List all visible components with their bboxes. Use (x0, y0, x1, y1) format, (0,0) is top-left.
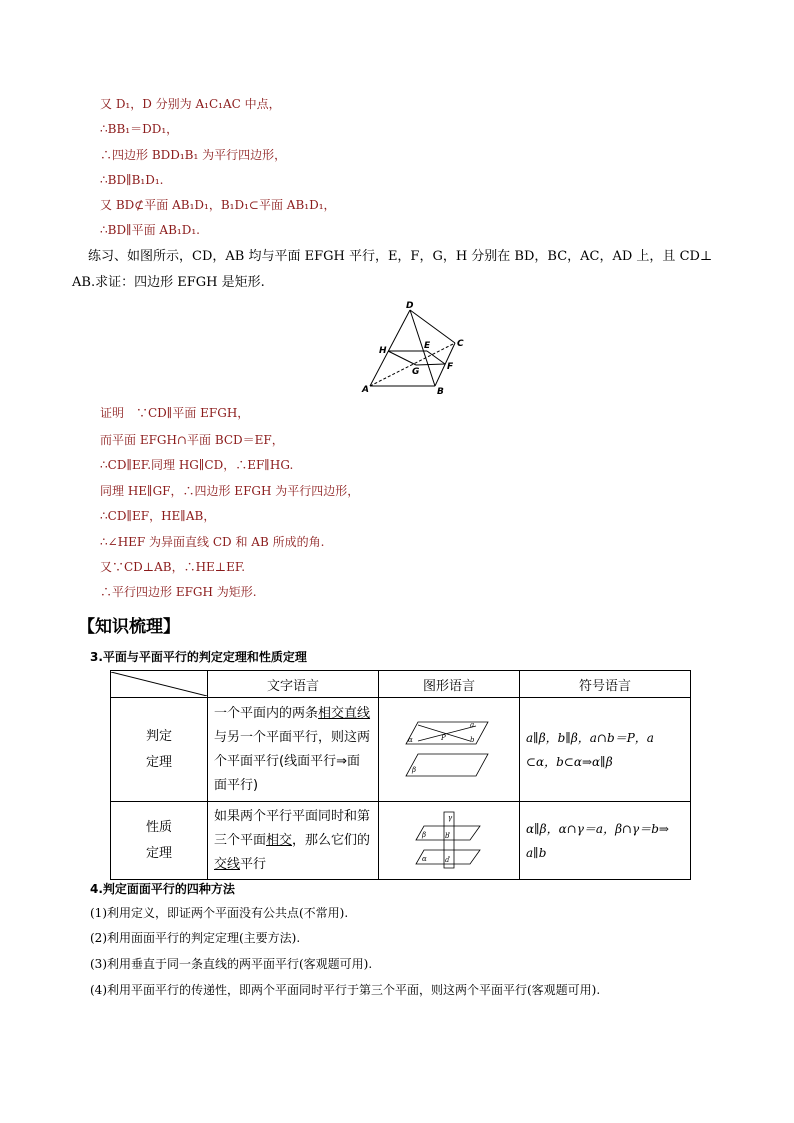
proof-line: ∴BB₁＝DD₁， (100, 122, 179, 136)
header-graphic-language: 图形语言 (379, 671, 520, 698)
proof-line: ∴∠HEF 为异面直线 CD 和 AB 所成的角. (100, 535, 325, 549)
proof-line: ∴CD∥EF，HE∥AB， (100, 509, 216, 523)
diagonal-header-cell (111, 671, 208, 698)
desc-text: 如果两个平行平面同时和第三个平面 (214, 808, 371, 848)
exercise-statement (72, 244, 732, 296)
proof-line: 又 BD⊄平面 AB₁D₁，B₁D₁⊂平面 AB₁D₁， (100, 198, 336, 212)
subheading-methods: 4.判定面面平行的四种方法 (90, 882, 235, 896)
proof-line: 同理 HE∥GF，∴四边形 EFGH 为平行四边形， (100, 484, 360, 498)
row-label-judgment (111, 698, 208, 802)
label-b: B (437, 387, 444, 397)
property-description (208, 802, 379, 880)
point-p-label: P (441, 733, 446, 742)
proof-line: ∴BD∥B₁D₁. (100, 173, 164, 187)
header-symbol-language: 符号语言 (520, 671, 691, 698)
tetrahedron-figure (360, 298, 470, 398)
proof-line: 而平面 EFGH∩平面 BCD＝EF， (100, 433, 284, 447)
property-figure (414, 808, 484, 870)
label-a: A (362, 385, 369, 395)
label-d: D (406, 301, 414, 311)
symbol-line: α∥β，α∩γ＝a，β∩γ＝b⇒ (526, 821, 669, 836)
row-label-line: 判定 (145, 728, 172, 744)
theorem-table (110, 670, 691, 880)
judgment-description (208, 698, 379, 802)
label-e: E (424, 341, 431, 351)
method-item: (4)利用平面平行的传递性，即两个平面同时平行于第三个平面，则这两个平面平行(客观题可用). (90, 983, 601, 997)
desc-text: 与另一个平面平行，则这两个平面平行(线面平行⇒面面平行) (214, 729, 371, 793)
row-label-line: 性质 (145, 819, 172, 835)
beta-label: β (422, 830, 427, 839)
proof-line: 证明 ∵CD∥平面 EFGH， (100, 406, 250, 420)
alpha-label: α (408, 735, 413, 744)
header-text-language: 文字语言 (208, 671, 379, 698)
method-item: (1)利用定义，即证两个平面没有公共点(不常用). (90, 906, 349, 920)
label-c: C (457, 339, 464, 349)
desc-text: ，那么它们的 (292, 832, 371, 848)
table-row (111, 802, 691, 880)
proof-line: 又∵CD⊥AB，∴HE⊥EF. (100, 560, 246, 574)
property-symbols (520, 802, 691, 880)
judgment-figure-cell (379, 698, 520, 802)
gamma-label: γ (448, 813, 453, 822)
proof-line: ∴CD∥EF.同理 HG∥CD，∴EF∥HG. (100, 458, 294, 472)
label-g: G (412, 367, 420, 377)
symbol-line: a∥b (526, 845, 547, 860)
proof-line: ∴BD∥平面 AB₁D₁. (100, 223, 200, 237)
desc-underlined: 交线 (214, 856, 241, 872)
table-row (111, 698, 691, 802)
exercise-line-1: 练习、如图所示，CD，AB 均与平面 EFGH 平行，E，F，G，H 分别在 BD，BC，AC，AD 上，且 CD⊥ (88, 249, 713, 264)
label-f: F (447, 362, 454, 372)
label-h: H (379, 346, 387, 356)
method-item: (2)利用面面平行的判定定理(主要方法). (90, 931, 301, 945)
symbol-line: ⊂α，b⊂α⇒α∥β (526, 754, 613, 769)
section-heading: 【知识梳理】 (78, 617, 180, 637)
desc-text: 平行 (240, 856, 267, 872)
property-figure-cell (379, 802, 520, 880)
line-b-label: b (470, 735, 475, 744)
alpha-label: α (422, 854, 427, 863)
proof-line: ∴平行四边形 EFGH 为矩形. (100, 585, 257, 599)
judgment-symbols (520, 698, 691, 802)
diagonal-line (111, 672, 207, 696)
desc-underlined: 相交 (266, 832, 293, 848)
beta-label: β (412, 765, 417, 774)
method-item: (3)利用垂直于同一条直线的两平面平行(客观题可用). (90, 957, 373, 971)
table-header-row (111, 671, 691, 698)
row-label-property (111, 802, 208, 880)
proof-line: ∴四边形 BDD₁B₁ 为平行四边形， (100, 148, 287, 162)
line-a-label: a (445, 855, 450, 864)
line-b-label: b (445, 831, 450, 840)
proof-line: 又 D₁，D 分别为 A₁C₁AC 中点， (100, 97, 281, 111)
exercise-line-2: AB.求证：四边形 EFGH 是矩形. (72, 275, 265, 290)
symbol-line: a∥β，b∥β，a∩b＝P，a (526, 730, 654, 745)
desc-text: 一个平面内的两条 (214, 705, 319, 721)
line-a-label: a (470, 720, 475, 729)
row-label-line: 定理 (145, 845, 172, 861)
judgment-figure (404, 714, 494, 782)
subheading-theorems: 3.平面与平面平行的判定定理和性质定理 (90, 650, 307, 664)
desc-underlined: 相交直线 (318, 705, 371, 721)
row-label-line: 定理 (145, 754, 172, 770)
